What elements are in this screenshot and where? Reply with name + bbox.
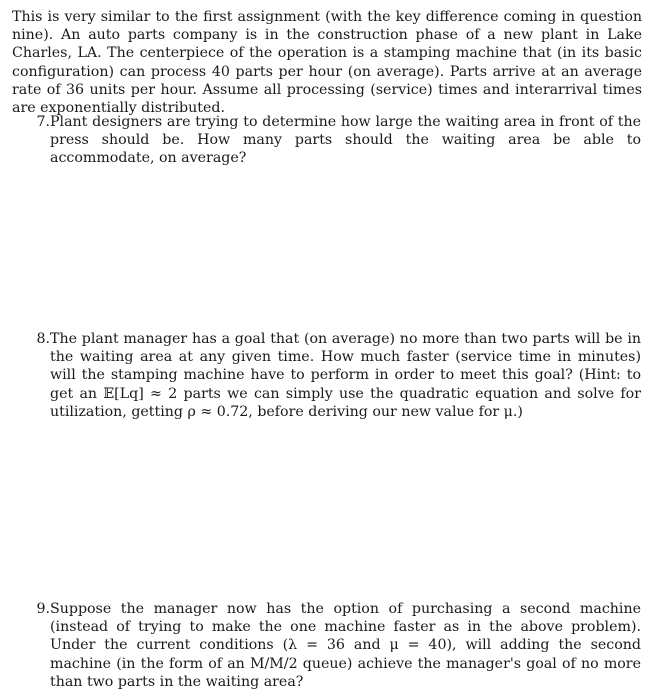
intro-paragraph: This is very similar to the first assignment (with the key difference coming in question nine). An auto parts company is in the construction phase of a new plant in Lake Charles, LA. The centerpiece of the operation is a stamping machine that (in its basic configuration) can process 40 parts per hour (on average). Parts arrive at an average rate of 36 units per hour. Assume all processing (service) times and interarrival times are exponentially distributed.	[12, 9, 642, 117]
question-7	[28, 113, 641, 168]
question-number: 7.	[36, 114, 50, 130]
question-9	[28, 600, 641, 691]
question-text: Plant designers are trying to determine how large the waiting area in front of the press should be. How many parts should the waiting area be able to accommodate, on average?	[50, 114, 641, 167]
question-number: 9.	[36, 601, 50, 617]
question-text: Suppose the manager now has the option of purchasing a second machine (instead of trying to make the one machine faster as in the above problem). Under the current conditions (λ = 36 and μ = 40), will adding the second machine (in the form of an M/M/2 queue) achieve the manager's goal of no more than two parts in the waiting area?	[50, 601, 641, 690]
question-text: The plant manager has a goal that (on average) no more than two parts will be in the waiting area at any given time. How much faster (service time in minutes) will the stamping machine have to perform in order to meet this goal? (Hint: to get an 𝔼[Lq] ≈ 2 parts we can simply use the quadratic equation and solve for utilization, getting ρ ≈ 0.72, before deriving our new value for μ.)	[50, 331, 641, 420]
question-8	[28, 330, 641, 421]
question-number: 8.	[36, 331, 50, 347]
